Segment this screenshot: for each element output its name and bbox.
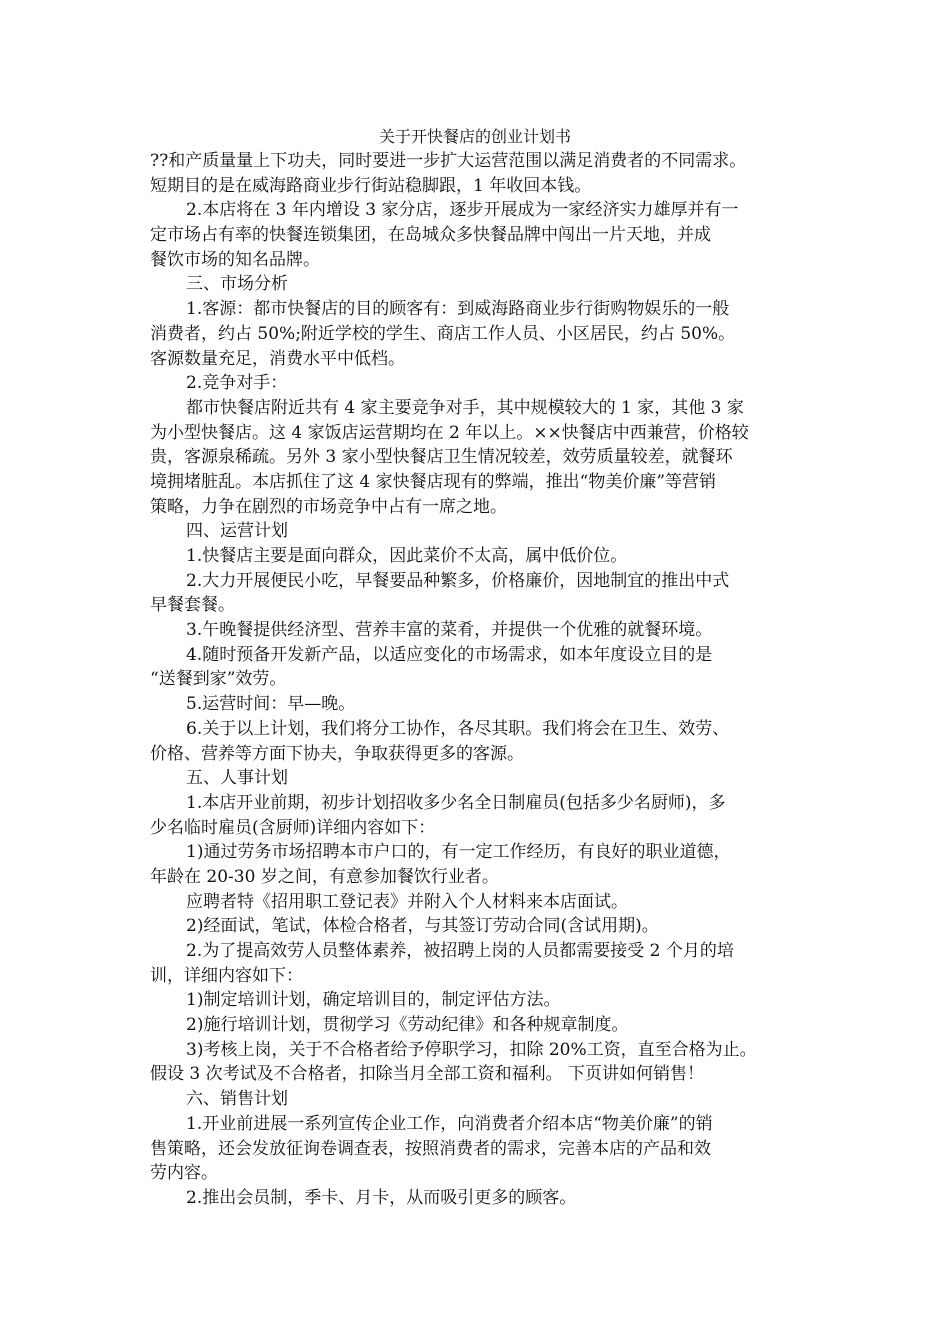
text-line: 2)施行培训计划，贯彻学习《劳动纪律》和各种规章制度。 xyxy=(186,1015,629,1036)
text-line: 4.随时预备开发新产品，以适应变化的市场需求，如本年度设立目的是 xyxy=(186,644,713,665)
text-line: ??和产质量量上下功夫，同时要进一步扩大运营范围以满足消费者的不同需求。 xyxy=(150,151,747,171)
text-line: 1)制定培训计划，确定培训目的，制定评估方法。 xyxy=(186,990,561,1011)
text-line: 3)考核上岗，关于不合格者给予停职学习，扣除 20%工资，直至合格为止。 xyxy=(186,1039,757,1060)
document-body xyxy=(150,149,820,1211)
text-line: 2.推出会员制，季卡、月卡，从而吸引更多的顾客。 xyxy=(186,1187,577,1208)
text-line: 贵，客源泉稀疏。另外 3 家小型快餐店卫生情况较差，效劳质量较差，就餐环 xyxy=(150,447,733,468)
text-line: 劳内容。 xyxy=(150,1163,218,1184)
text-line: 为小型快餐店。这 4 家饭店运营期均在 2 年以上。××快餐店中西兼营，价格较 xyxy=(150,422,749,443)
text-line: 都市快餐店附近共有 4 家主要竞争对手，其中规模较大的 1 家，其他 3 家 xyxy=(186,397,744,418)
text-line: 短期目的是在威海路商业步行街站稳脚跟，1 年收回本钱。 xyxy=(150,175,592,196)
text-line: 5.运营时间：早—晚。 xyxy=(186,694,356,715)
text-line: 2.大力开展便民小吃，早餐要品种繁多，价格廉价，因地制宜的推出中式 xyxy=(186,570,730,591)
text-line: 训，详细内容如下： xyxy=(150,965,303,986)
text-line: 1.开业前进展一系列宣传企业工作，向消费者介绍本店“物美价廉”的销 xyxy=(186,1113,713,1134)
text-line: 3.午晚餐提供经济型、营养丰富的菜肴，并提供一个优雅的就餐环境。 xyxy=(186,620,713,641)
text-line: 三、市场分析 xyxy=(186,274,288,295)
text-line: 1)通过劳务市场招聘本市户口的，有一定工作经历，有良好的职业道德， xyxy=(186,842,731,863)
text-line: 1.本店开业前期，初步计划招收多少名全日制雇员(包括多少名厨师)，多 xyxy=(186,792,726,813)
text-line: 1.快餐店主要是面向群众，因此菜价不太高，属中低价位。 xyxy=(186,546,628,566)
text-line: 境拥堵脏乱。本店抓住了这 4 家快餐店现有的弊端，推出“物美价廉”等营销 xyxy=(150,471,717,492)
text-line: 餐饮市场的知名品牌。 xyxy=(150,249,320,270)
text-line: 消费者，约占 50%;附近学校的学生、商店工作人员、小区居民，约占 50%。 xyxy=(150,323,736,344)
text-line: 假设 3 次考试及不合格者，扣除当月全部工资和福利。 下页讲如何销售！ xyxy=(150,1064,705,1085)
text-line: 客源数量充足，消费水平中低档。 xyxy=(150,348,405,369)
text-line: 售策略，还会发放征询卷调查表，按照消费者的需求，完善本店的产品和效 xyxy=(150,1138,711,1159)
text-line: 6.关于以上计划，我们将分工协作，各尽其职。我们将会在卫生、效劳、 xyxy=(186,718,730,739)
text-line: 四、运营计划 xyxy=(186,521,288,542)
text-line: 1.客源：都市快餐店的目的顾客有：到威海路商业步行街购物娱乐的一般 xyxy=(186,299,730,320)
text-line: 策略，力争在剧烈的市场竞争中占有一席之地。 xyxy=(150,496,507,517)
text-line: 2)经面试，笔试，体检合格者，与其签订劳动合同(含试用期)。 xyxy=(186,916,659,937)
text-line: 年龄在 20-30 岁之间，有意参加餐饮行业者。 xyxy=(150,866,499,887)
text-line: 定市场占有率的快餐连锁集团，在岛城众多快餐品牌中闯出一片天地，并成 xyxy=(150,225,711,246)
text-line: 应聘者特《招用职工登记表》并附入个人材料来本店面试。 xyxy=(186,891,628,912)
text-line: 2.为了提高效劳人员整体素养，被招聘上岗的人员都需要接受 2 个月的培 xyxy=(186,941,734,961)
text-line: 价格、营养等方面下协夫，争取获得更多的客源。 xyxy=(150,743,524,764)
text-line: 少名临时雇员(含厨师)详细内容如下： xyxy=(150,817,436,838)
text-line: 五、人事计划 xyxy=(186,768,288,789)
document-title: 关于开快餐店的创业计划书 xyxy=(378,127,571,146)
text-line: 2.本店将在 3 年内增设 3 家分店，逐步开展成为一家经济实力雄厚并有一 xyxy=(186,200,739,221)
text-line: 2.竞争对手： xyxy=(186,373,288,394)
text-line: “送餐到家”效劳。 xyxy=(150,669,287,690)
text-line: 六、销售计划 xyxy=(186,1089,288,1110)
text-line: 早餐套餐。 xyxy=(150,595,235,616)
